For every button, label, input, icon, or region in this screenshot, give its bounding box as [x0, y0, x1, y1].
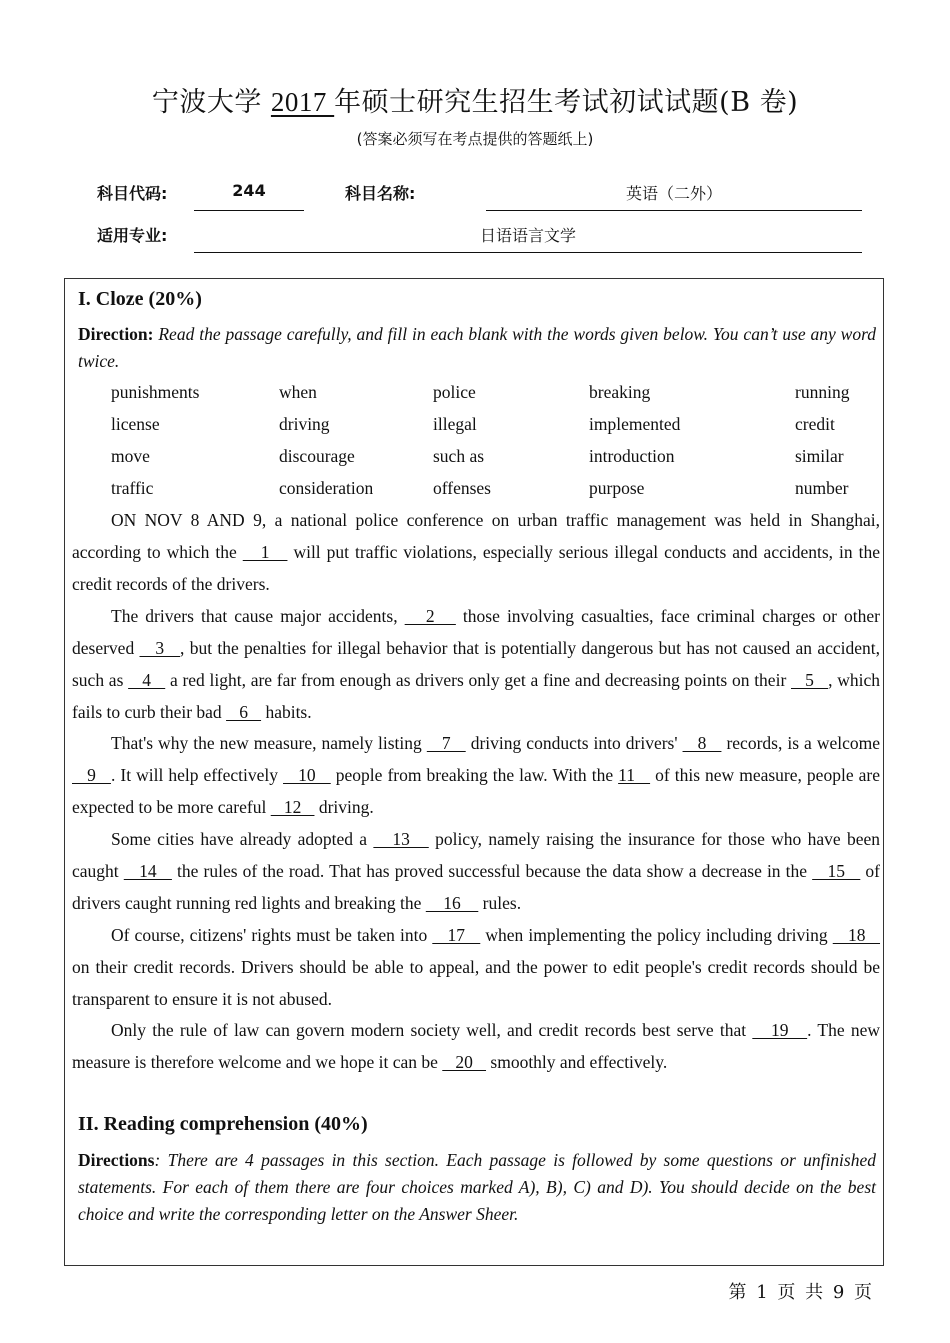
- cloze-text: people from breaking the law. With the: [330, 764, 619, 785]
- cloze-text: Some cities have already adopted a: [111, 829, 374, 849]
- cloze-text: , but the penalties for illegal behavior that is potentially dangerous but has not caused an accident, such as: [72, 637, 880, 690]
- cloze-blank: 7: [426, 733, 466, 753]
- cloze-direction: [78, 321, 876, 375]
- cloze-text: smoothly and effectively.: [486, 1051, 668, 1072]
- cloze-text: on their credit records. Drivers should be able to appeal, and the power to edit people's credit records should be transparent to ensure it is not abused.: [72, 956, 880, 1009]
- word-bank-item: illegal: [433, 414, 477, 434]
- cloze-blank: 8: [682, 733, 722, 753]
- word-bank-item: consideration: [279, 478, 374, 498]
- word-bank-item: running: [795, 382, 850, 402]
- cloze-text: will put traffic violations, especially serious illegal conducts and accidents, in the credit records of the drivers.: [72, 541, 881, 594]
- cloze-text: habits.: [261, 701, 312, 722]
- cloze-text: . The new measure is therefore welcome and we hope it can be: [72, 1020, 881, 1072]
- cloze-blank: 9: [72, 764, 111, 785]
- word-bank-item: such as: [433, 446, 485, 466]
- subject-name-value: 英语（二外）: [625, 184, 722, 203]
- cloze-text: policy, namely raising the insurance for those who have been caught: [72, 829, 881, 881]
- cloze-blank: 2: [404, 606, 456, 626]
- word-bank-item: license: [111, 414, 160, 434]
- reading-direction: [78, 1147, 876, 1228]
- word-bank-item: offenses: [433, 478, 491, 498]
- cloze-paragraph: [72, 728, 880, 824]
- cloze-text: when implementing the policy including driving: [480, 925, 833, 945]
- cloze-text: records, is a welcome: [721, 733, 881, 753]
- cloze-text: Only the rule of law can govern modern society well, and credit records best serve that: [111, 1020, 753, 1040]
- word-bank-item: traffic: [111, 478, 154, 498]
- cloze-text: , which fails to curb their bad: [72, 669, 880, 722]
- major-underline: [194, 252, 862, 253]
- cloze-blank: 17: [432, 925, 481, 945]
- word-bank-item: move: [111, 446, 150, 466]
- cloze-blank: 18: [832, 925, 881, 945]
- cloze-text: of drivers caught running red lights and breaking the: [72, 860, 880, 913]
- subject-name-underline: [486, 210, 862, 211]
- cloze-text: the rules of the road. That has proved successful because the data show a decrease in the: [171, 860, 813, 881]
- cloze-blank: 15: [812, 860, 861, 881]
- cloze-text: driving.: [314, 796, 374, 817]
- word-bank-item: number: [795, 478, 849, 498]
- cloze-direction-text: Read the passage carefully, and fill in each blank with the words given below. You can’t use any word twice.: [78, 324, 876, 371]
- word-bank-item: breaking: [589, 382, 651, 402]
- subject-name-label: 科目名称:: [345, 184, 416, 203]
- cloze-text: ON NOV 8 AND 9, a national police conference on urban traffic management was held in Shanghai, according to which the: [72, 510, 880, 562]
- word-bank-item: driving: [279, 414, 330, 434]
- word-bank-item: implemented: [589, 414, 681, 434]
- cloze-text: The drivers that cause major accidents,: [111, 606, 405, 626]
- title-prefix: 宁波大学: [151, 87, 271, 118]
- cloze-paragraph: [72, 920, 880, 1016]
- word-bank-item: police: [433, 382, 476, 402]
- reading-heading: II. Reading comprehension (40%): [78, 1113, 368, 1135]
- cloze-blank: 12: [270, 796, 315, 817]
- cloze-direction-label: Direction:: [78, 324, 154, 344]
- word-bank-item: punishments: [111, 382, 200, 402]
- cloze-blank: 5: [791, 669, 829, 690]
- cloze-blank: 14: [123, 860, 172, 881]
- word-bank-item: when: [279, 382, 317, 402]
- cloze-text: of this new measure, people are expected to be more careful: [72, 764, 880, 817]
- cloze-blank: 1: [242, 541, 288, 562]
- cloze-paragraph: [72, 1015, 880, 1079]
- cloze-blank: 11: [618, 764, 651, 785]
- cloze-blank: 16: [425, 892, 479, 913]
- major-value: 日语语言文学: [479, 226, 576, 245]
- cloze-text: those involving casualties, face criminal charges or other deserved: [72, 606, 880, 658]
- cloze-text: That's why the new measure, namely listing: [111, 733, 427, 753]
- word-bank-item: discourage: [279, 446, 355, 466]
- reading-direction-label: Directions: [78, 1150, 155, 1170]
- cloze-blank: 19: [752, 1020, 808, 1040]
- major-label: 适用专业:: [97, 226, 168, 245]
- subject-code-value: 244: [232, 181, 266, 200]
- cloze-paragraph: [72, 824, 880, 920]
- answer-instruction: (答案必须写在考点提供的答题纸上): [356, 130, 594, 148]
- title-suffix: 年硕士研究生招生考试初试试题(B 卷): [334, 87, 799, 118]
- cloze-paragraph: [72, 505, 880, 601]
- cloze-blank: 20: [442, 1051, 487, 1072]
- cloze-heading: I. Cloze (20%): [78, 288, 202, 310]
- cloze-text: Of course, citizens' rights must be taken into: [111, 925, 433, 945]
- subject-code-underline: [194, 210, 304, 211]
- word-bank-item: credit: [795, 414, 835, 434]
- subject-code-label: 科目代码:: [97, 184, 168, 203]
- word-bank-item: introduction: [589, 446, 675, 466]
- cloze-text: . It will help effectively: [110, 764, 284, 785]
- reading-direction-text: : There are 4 passages in this section. Each passage is followed by some questions or unfinished statements. For each of them there are four choices marked A), B), C) and D). You should decide on the best choice and write the corresponding letter on the Answer Sheer.: [78, 1150, 876, 1224]
- cloze-text: driving conducts into drivers': [465, 733, 683, 753]
- exam-title: [0, 80, 950, 119]
- word-bank-item: purpose: [589, 478, 645, 498]
- cloze-text: a red light, are far from enough as drivers only get a fine and decreasing points on their: [165, 669, 791, 690]
- cloze-paragraph: [72, 601, 880, 729]
- page-number: 第 1 页 共 9 页: [728, 1282, 872, 1303]
- cloze-blank: 6: [226, 701, 262, 722]
- cloze-text: rules.: [478, 892, 522, 913]
- title-year: 2017: [270, 87, 335, 117]
- cloze-blank: 3: [139, 637, 181, 658]
- cloze-blank: 10: [283, 764, 331, 785]
- word-bank-item: similar: [795, 446, 844, 466]
- cloze-blank: 4: [128, 669, 166, 690]
- cloze-blank: 13: [373, 829, 429, 849]
